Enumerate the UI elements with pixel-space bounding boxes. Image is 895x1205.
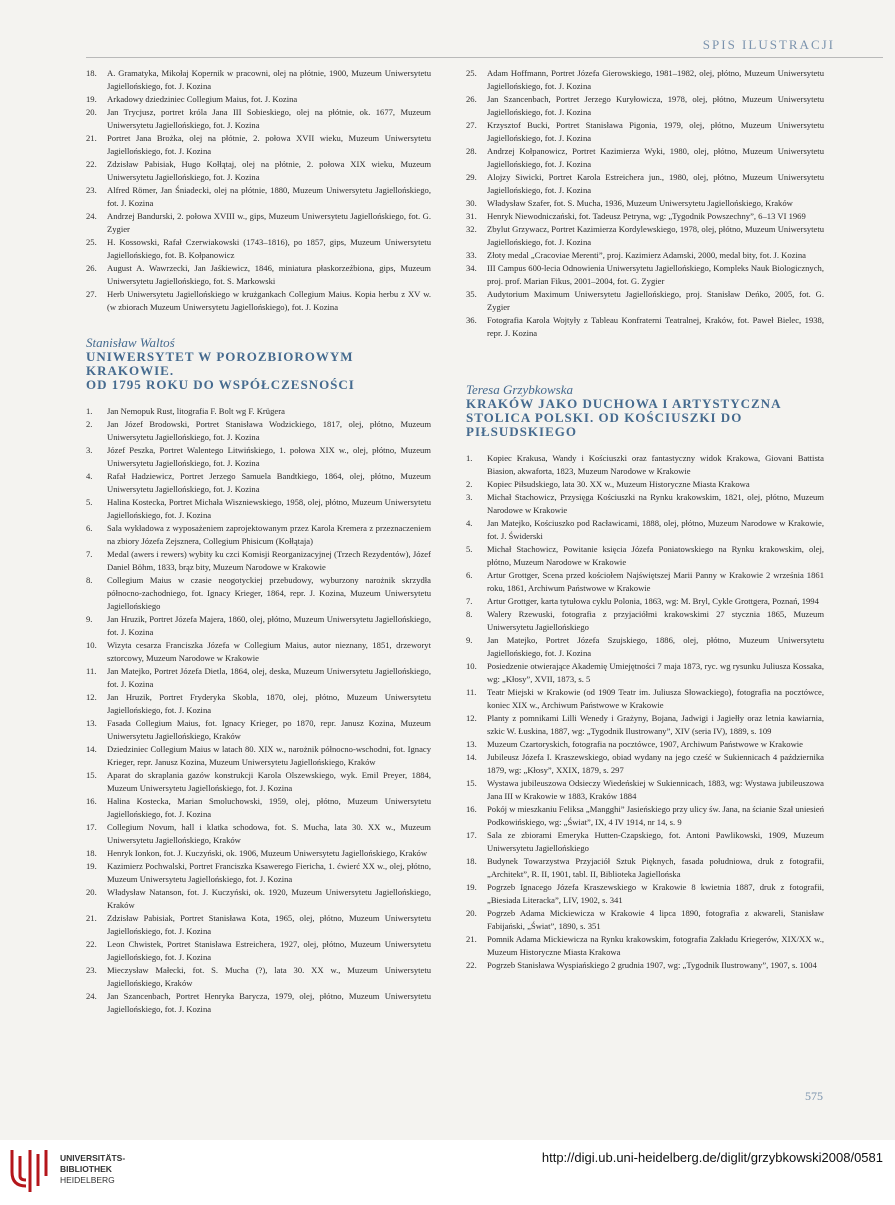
item-number: 10. bbox=[466, 661, 477, 671]
section-title-line: UNIWERSYTET W POROZBIOROWYM KRAKOWIE. bbox=[86, 349, 354, 378]
item-text: Sala wykładowa z wyposażeniem zaprojektowanym przez Karola Kremera z przeznaczeniem na zbiory Józefa Zejsznera, Collegium Phisicum (Kołłątaja) bbox=[107, 523, 431, 546]
list-item bbox=[86, 691, 431, 717]
item-number: 35. bbox=[466, 289, 477, 299]
list-item bbox=[466, 907, 824, 933]
item-text: Kopiec Krakusa, Wandy i Kościuszki oraz fantastyczny widok Krakowa, Giovani Battista Biasion, akwaforta, 1823, Muzeum Narodowe w Krakowie bbox=[487, 453, 824, 476]
item-number: 11. bbox=[466, 687, 477, 697]
item-text: Józef Peszka, Portret Walentego Litwińskiego, 1. połowa XIX w., olej, płótno, Muzeum Uniwersytetu Jagiellońskiego, fot. J. Kozina bbox=[107, 445, 431, 468]
item-number: 18. bbox=[86, 848, 97, 858]
list-item bbox=[86, 470, 431, 496]
item-number: 16. bbox=[86, 796, 97, 806]
list-item bbox=[466, 288, 824, 314]
item-number: 19. bbox=[86, 861, 97, 871]
item-text: Krzysztof Bucki, Portret Stanisława Pigonia, 1979, olej, płótno, Muzeum Uniwersytetu Jagiellońskiego, fot. J. Kozina bbox=[487, 120, 824, 143]
list-item bbox=[86, 184, 431, 210]
item-number: 8. bbox=[466, 609, 473, 619]
item-text: Artur Grottger, Scena przed kościołem Najświętszej Marii Panny w Krakowie 2 września 1861 roku, 1861, Archiwum Państwowe w Krakowie bbox=[487, 570, 824, 593]
item-text: Wystawa jubileuszowa Odsieczy Wiedeńskiej w Sukiennicach, 1883, wg: Wystawa jubileuszowa Jana III w Krakowie w 1883, Kraków 1884 bbox=[487, 778, 824, 801]
item-text: Adam Hoffmann, Portret Józefa Gierowskiego, 1981–1982, olej, płótno, Muzeum Uniwersytetu Jagiellońskiego, fot. J. Kozina bbox=[487, 68, 824, 91]
item-text: Jubileusz Józefa I. Kraszewskiego, obiad wydany na jego cześć w Sukiennicach 4 października 1879, wg: „Kłosy”, XXIX, 1879, s. 297 bbox=[487, 752, 824, 775]
item-number: 3. bbox=[466, 492, 473, 502]
item-text: Pokój w mieszkaniu Feliksa „Mangghi” Jasieńskiego przy ulicy św. Jana, na ścianie Szał uniesień Podkowińskiego, wg: „Świat”, IX, 4 IV 1914, nr 14, s. 9 bbox=[487, 804, 824, 827]
list-item bbox=[86, 665, 431, 691]
item-text: Posiedzenie otwierające Akademię Umiejętności 7 maja 1873, ryc. wg rysunku Juliusza Kossaka, wg: „Kłosy”, XVII, 1873, s. 5 bbox=[487, 661, 824, 684]
list-item bbox=[86, 613, 431, 639]
item-text: Jan Matejko, Portret Józefa Dietla, 1864, olej, deska, Muzeum Uniwersytetu Jagiellońskiego, fot. J. Kozina bbox=[107, 666, 431, 689]
item-number: 32. bbox=[466, 224, 477, 234]
list-item bbox=[86, 717, 431, 743]
left-list-section bbox=[86, 405, 431, 1016]
item-text: Alfred Römer, Jan Śniadecki, olej na płótnie, 1880, Muzeum Uniwersytetu Jagiellońskiego, fot. J. Kozina bbox=[107, 185, 431, 208]
section-title bbox=[466, 397, 824, 439]
list-item bbox=[86, 548, 431, 574]
item-number: 33. bbox=[466, 250, 477, 260]
list-item bbox=[86, 938, 431, 964]
list-item bbox=[466, 751, 824, 777]
item-number: 9. bbox=[86, 614, 93, 624]
list-item bbox=[466, 171, 824, 197]
list-item bbox=[466, 608, 824, 634]
running-title: SPIS ILUSTRACJI bbox=[702, 37, 835, 52]
list-item bbox=[466, 660, 824, 686]
left-column bbox=[86, 67, 431, 1016]
list-item bbox=[466, 777, 824, 803]
item-text: Wizyta cesarza Franciszka Józefa w Collegium Maius, autor nieznany, 1851, drzeworyt sztorcowy, Muzeum Narodowe w Krakowie bbox=[107, 640, 431, 663]
item-number: 20. bbox=[466, 908, 477, 918]
item-text: Rafał Hadziewicz, Portret Jerzego Samuela Bandtkiego, 1864, olej, płótno, Muzeum Uniwersytetu Jagiellońskiego, fot. J. Kozina bbox=[107, 471, 431, 494]
list-item bbox=[466, 517, 824, 543]
item-number: 30. bbox=[466, 198, 477, 208]
list-item bbox=[466, 145, 824, 171]
item-number: 25. bbox=[466, 68, 477, 78]
item-number: 17. bbox=[466, 830, 477, 840]
list-item bbox=[466, 933, 824, 959]
list-item bbox=[86, 262, 431, 288]
list-item bbox=[86, 821, 431, 847]
list-item bbox=[86, 444, 431, 470]
item-text: Jan Trycjusz, portret króla Jana III Sobieskiego, olej na płótnie, ok. 1677, Muzeum Uniwersytetu Jagiellońskiego, fot. J. Kozina bbox=[107, 107, 431, 130]
item-number: 23. bbox=[86, 965, 97, 975]
list-item bbox=[466, 569, 824, 595]
list-item bbox=[86, 990, 431, 1016]
item-text: Pogrzeb Adama Mickiewicza w Krakowie 4 lipca 1890, fotografia z akwareli, Stanisław Fabijański, „Świat”, 1890, s. 351 bbox=[487, 908, 824, 931]
item-number: 21. bbox=[86, 913, 97, 923]
item-number: 8. bbox=[86, 575, 93, 585]
item-text: Dziedziniec Collegium Maius w latach 80. XIX w., narożnik północno-wschodni, fot. Ignacy Krieger, repr. Janusz Kozina, Muzeum Uniwersytetu Jagiellońskiego, Kraków bbox=[107, 744, 431, 767]
item-text: Henryk Niewodniczański, fot. Tadeusz Petryna, wg: „Tygodnik Powszechny”, 6–13 VI 1969 bbox=[487, 211, 806, 221]
right-column bbox=[466, 67, 824, 972]
item-number: 20. bbox=[86, 887, 97, 897]
item-text: Medal (awers i rewers) wybity ku czci Komisji Reorganizacyjnej (Trzech Rezydentów), Józef Daniel Böhm, 1833, brąz bity, Muzeum Narodowe w Krakowie bbox=[107, 549, 431, 572]
list-item bbox=[466, 829, 824, 855]
item-text: Pomnik Adama Mickiewicza na Rynku krakowskim, fotografia Zakładu Kriegerów, XIX/XX w., Muzeum Historyczne Miasta Krakowa bbox=[487, 934, 824, 957]
item-text: Jan Nemopuk Rust, litografia F. Bolt wg F. Krügera bbox=[107, 406, 285, 416]
list-item bbox=[466, 959, 824, 972]
item-number: 25. bbox=[86, 237, 97, 247]
item-text: Teatr Miejski w Krakowie (od 1909 Teatr im. Juliusza Słowackiego), fotografia na pocztówce, koniec XIX w., Archiwum Państwowe w Krakowie bbox=[487, 687, 824, 710]
item-text: Jan Hruzik, Portret Józefa Majera, 1860, olej, płótno, Muzeum Uniwersytetu Jagiellońskiego, fot. J. Kozina bbox=[107, 614, 431, 637]
item-number: 27. bbox=[86, 289, 97, 299]
item-number: 2. bbox=[466, 479, 473, 489]
item-number: 28. bbox=[466, 146, 477, 156]
item-text: H. Kossowski, Rafał Czerwiakowski (1743–1816), po 1857, gips, Muzeum Uniwersytetu Jagiellońskiego, fot. B. Kołpanowicz bbox=[107, 237, 431, 260]
item-number: 10. bbox=[86, 640, 97, 650]
item-number: 17. bbox=[86, 822, 97, 832]
list-item bbox=[466, 67, 824, 93]
library-name bbox=[60, 1153, 125, 1186]
item-text: Jan Matejko, Portret Józefa Szujskiego, 1886, olej, płótno, Muzeum Uniwersytetu Jagiellońskiego, fot. J. Kozina bbox=[487, 635, 824, 658]
item-number: 9. bbox=[466, 635, 473, 645]
item-number: 24. bbox=[86, 211, 97, 221]
page-number: 575 bbox=[805, 1089, 823, 1103]
library-name-line: BIBLIOTHEK bbox=[60, 1164, 112, 1174]
list-item bbox=[466, 712, 824, 738]
item-text: Mieczysław Małecki, fot. S. Mucha (?), lata 30. XX w., Muzeum Uniwersytetu Jagiellońskiego, Kraków bbox=[107, 965, 431, 988]
item-text: Kazimierz Pochwalski, Portret Franciszka Ksawerego Fiericha, 1. ćwierć XX w., olej, płótno, Muzeum Uniwersytetu Jagiellońskiego, fot. J. Kozina bbox=[107, 861, 431, 884]
library-logo-icon[interactable] bbox=[8, 1146, 52, 1201]
item-number: 4. bbox=[86, 471, 93, 481]
item-number: 13. bbox=[466, 739, 477, 749]
item-text: Sala ze zbiorami Emeryka Hutten-Czapskiego, fot. Antoni Pawlikowski, 1909, Muzeum Uniwersytetu Jagiellońskiego bbox=[487, 830, 824, 853]
list-item bbox=[466, 249, 824, 262]
list-item bbox=[86, 67, 431, 93]
item-number: 23. bbox=[86, 185, 97, 195]
item-number: 2. bbox=[86, 419, 93, 429]
item-text: Budynek Towarzystwa Przyjaciół Sztuk Pięknych, fasada południowa, druk z fotografii, „Architekt”, R. II, 1901, tabl. II, Biblioteka Jagiellońska bbox=[487, 856, 824, 879]
library-name-line: HEIDELBERG bbox=[60, 1175, 115, 1185]
item-text: Władysław Natanson, fot. J. Kuczyński, ok. 1920, Muzeum Uniwersytetu Jagiellońskiego, Kraków bbox=[107, 887, 431, 910]
item-text: Jan Szancenbach, Portret Henryka Barycza, 1979, olej, płótno, Muzeum Uniwersytetu Jagiellońskiego, fot. J. Kozina bbox=[107, 991, 431, 1014]
list-item bbox=[466, 543, 824, 569]
item-number: 18. bbox=[86, 68, 97, 78]
item-text: Muzeum Czartoryskich, fotografia na pocztówce, 1907, Archiwum Państwowe w Krakowie bbox=[487, 739, 803, 749]
item-number: 22. bbox=[466, 960, 477, 970]
list-item bbox=[466, 491, 824, 517]
left-list-continued bbox=[86, 67, 431, 314]
list-item bbox=[466, 262, 824, 288]
item-text: Zdzisław Pabisiak, Portret Stanisława Kota, 1965, olej, płótno, Muzeum Uniwersytetu Jagiellońskiego, fot. J. Kozina bbox=[107, 913, 431, 936]
list-item bbox=[466, 686, 824, 712]
list-item bbox=[466, 119, 824, 145]
item-text: Arkadowy dziedziniec Collegium Maius, fot. J. Kozina bbox=[107, 94, 298, 104]
item-number: 34. bbox=[466, 263, 477, 273]
item-number: 5. bbox=[86, 497, 93, 507]
list-item bbox=[86, 912, 431, 938]
item-number: 11. bbox=[86, 666, 97, 676]
item-text: Jan Szancenbach, Portret Jerzego Kuryłowicza, 1978, olej, płótno, Muzeum Uniwersytetu Jagiellońskiego, fot. J. Kozina bbox=[487, 94, 824, 117]
item-text: Alojzy Siwicki, Portret Karola Estreichera jun., 1980, olej, płótno, Muzeum Uniwersytetu Jagiellońskiego, fot. J. Kozina bbox=[487, 172, 824, 195]
item-number: 1. bbox=[86, 406, 93, 416]
item-text: Jan Matejko, Kościuszko pod Racławicami, 1888, olej, płótno, Muzeum Narodowe w Krakowie, fot. J. Świderski bbox=[487, 518, 824, 541]
item-text: Złoty medal „Cracoviae Merenti”, proj. Kazimierz Adamski, 2000, medal bity, fot. J. Kozina bbox=[487, 250, 806, 260]
item-number: 36. bbox=[466, 315, 477, 325]
list-item bbox=[466, 314, 824, 340]
right-list-section bbox=[466, 452, 824, 972]
item-number: 20. bbox=[86, 107, 97, 117]
right-list-continued bbox=[466, 67, 824, 340]
list-item bbox=[86, 405, 431, 418]
item-text: Zdzisław Pabisiak, Hugo Kołłątaj, olej na płótnie, 2. połowa XIX wieku, Muzeum Uniwersytetu Jagiellońskiego, fot. J. Kozina bbox=[107, 159, 431, 182]
section-author: Teresa Grzybkowska bbox=[466, 382, 574, 397]
section-title bbox=[86, 350, 431, 392]
list-item bbox=[466, 223, 824, 249]
item-number: 3. bbox=[86, 445, 93, 455]
list-item bbox=[86, 886, 431, 912]
list-item bbox=[466, 197, 824, 210]
list-item bbox=[466, 210, 824, 223]
source-url-link[interactable]: http://digi.ub.uni-heidelberg.de/diglit/grzybkowski2008/0581 bbox=[541, 1150, 883, 1165]
item-number: 7. bbox=[466, 596, 473, 606]
item-text: A. Gramatyka, Mikołaj Kopernik w pracowni, olej na płótnie, 1900, Muzeum Uniwersytetu Jagiellońskiego, fot. J. Kozina bbox=[107, 68, 431, 91]
item-text: Artur Grottger, karta tytułowa cyklu Polonia, 1863, wg: M. Bryl, Cykle Grottgera, Poznań, 1994 bbox=[487, 596, 819, 606]
item-text: Jan Józef Brodowski, Portret Stanisława Wodzickiego, 1817, olej, płótno, Muzeum Uniwersytetu Jagiellońskiego, fot. J. Kozina bbox=[107, 419, 431, 442]
item-number: 14. bbox=[86, 744, 97, 754]
list-item bbox=[86, 743, 431, 769]
item-text: Zbylut Grzywacz, Portret Kazimierza Kordylewskiego, 1978, olej, płótno, Muzeum Uniwersytetu Jagiellońskiego, fot. J. Kozina bbox=[487, 224, 824, 247]
item-text: Halina Kostecka, Marian Smoluchowski, 1959, olej, płótno, Muzeum Uniwersytetu Jagiellońskiego, fot. J. Kozina bbox=[107, 796, 431, 819]
item-number: 1. bbox=[466, 453, 473, 463]
item-number: 14. bbox=[466, 752, 477, 762]
item-number: 15. bbox=[86, 770, 97, 780]
item-number: 27. bbox=[466, 120, 477, 130]
item-number: 12. bbox=[86, 692, 97, 702]
list-item bbox=[86, 106, 431, 132]
item-text: Fotografia Karola Wojtyły z Tableau Konfraterni Teatralnej, Kraków, fot. Paweł Bielec, 1938, repr. J. Kozina bbox=[487, 315, 824, 338]
item-number: 15. bbox=[466, 778, 477, 788]
item-number: 5. bbox=[466, 544, 473, 554]
list-item bbox=[86, 639, 431, 665]
list-item bbox=[86, 769, 431, 795]
item-text: Leon Chwistek, Portret Stanisława Estreichera, 1927, olej, płótno, Muzeum Uniwersytetu Jagiellońskiego, fot. J. Kozina bbox=[107, 939, 431, 962]
list-item bbox=[466, 478, 824, 491]
item-number: 22. bbox=[86, 939, 97, 949]
item-text: Herb Uniwersytetu Jagiellońskiego w krużgankach Collegium Maius. Kopia herbu z XV w. (w zbiorach Muzeum Uniwersytetu Jagiellońskiego), fot. J. Kozina bbox=[107, 289, 431, 312]
item-number: 19. bbox=[466, 882, 477, 892]
list-item bbox=[86, 860, 431, 886]
library-name-line: UNIVERSITÄTS- bbox=[60, 1153, 126, 1163]
item-number: 7. bbox=[86, 549, 93, 559]
list-item bbox=[466, 881, 824, 907]
section-title-line: OD 1795 ROKU DO WSPÓŁCZESNOŚCI bbox=[86, 377, 355, 392]
item-text: August A. Wawrzecki, Jan Jaśkiewicz, 1846, miniatura płaskorzeźbiona, gips, Muzeum Uniwersytetu Jagiellońskiego, fot. S. Markowski bbox=[107, 263, 431, 286]
item-text: Michał Stachowicz, Powitanie księcia Józefa Poniatowskiego na Rynku krakowskim, olej, płótno, Muzeum Narodowe w Krakowie bbox=[487, 544, 824, 567]
item-number: 12. bbox=[466, 713, 477, 723]
list-item bbox=[466, 738, 824, 751]
item-text: Henryk Ionkon, fot. J. Kuczyński, ok. 1906, Muzeum Uniwersytetu Jagiellońskiego, Kraków bbox=[107, 848, 428, 858]
list-item bbox=[86, 795, 431, 821]
section-title-line: STOLICA POLSKI. OD KOŚCIUSZKI DO PIŁSUDSKIEGO bbox=[466, 410, 743, 439]
list-item bbox=[466, 93, 824, 119]
list-item bbox=[466, 803, 824, 829]
item-text: Kopiec Piłsudskiego, lata 30. XX w., Muzeum Historyczne Miasta Krakowa bbox=[487, 479, 750, 489]
item-text: III Campus 600-lecia Odnowienia Uniwersytetu Jagiellońskiego, Kompleks Nauk Biologicznych, proj. prof. Marian Fikus, 2001–2004, fot. G. Zygier bbox=[487, 263, 824, 286]
item-text: Jan Hruzik, Portret Fryderyka Skobla, 1870, olej, płótno, Muzeum Uniwersytetu Jagiellońskiego, fot. J. Kozina bbox=[107, 692, 431, 715]
list-item bbox=[86, 236, 431, 262]
item-number: 19. bbox=[86, 94, 97, 104]
item-number: 21. bbox=[86, 133, 97, 143]
list-item bbox=[86, 158, 431, 184]
item-text: Collegium Novum, hall i klatka schodowa, fot. S. Mucha, lata 30. XX w., Muzeum Uniwersytetu Jagiellońskiego, Kraków bbox=[107, 822, 431, 845]
item-text: Portret Jana Brożka, olej na płótnie, 2. połowa XVII wieku, Muzeum Uniwersytetu Jagiellońskiego, fot. J. Kozina bbox=[107, 133, 431, 156]
item-text: Andrzej Kołpanowicz, Portret Kazimierza Wyki, 1980, olej, płótno, Muzeum Uniwersytetu Jagiellońskiego, fot. J. Kozina bbox=[487, 146, 824, 169]
item-number: 16. bbox=[466, 804, 477, 814]
item-text: Pogrzeb Stanisława Wyspiańskiego 2 grudnia 1907, wg: „Tygodnik Ilustrowany”, 1907, s. 1004 bbox=[487, 960, 817, 970]
item-text: Michał Stachowicz, Przysięga Kościuszki na Rynku krakowskim, 1821, olej, płótno, Muzeum Narodowe w Krakowie bbox=[487, 492, 824, 515]
item-number: 22. bbox=[86, 159, 97, 169]
item-number: 18. bbox=[466, 856, 477, 866]
list-item bbox=[86, 418, 431, 444]
item-text: Pogrzeb Ignacego Józefa Kraszewskiego w Krakowie 8 kwietnia 1887, druk z fotografii, „Biesiada Literacka”, LIV, 1902, s. 341 bbox=[487, 882, 824, 905]
section-title-line: KRAKÓW JAKO DUCHOWA I ARTYSTYCZNA bbox=[466, 396, 782, 411]
list-item bbox=[86, 522, 431, 548]
item-text: Collegium Maius w czasie neogotyckiej przebudowy, wyburzony narożnik skrzydła północno-zachodniego, fot. Ignacy Krieger, 1864, repr. J. Kozina, Muzeum Uniwersytetu Jagiellońskiego bbox=[107, 575, 431, 611]
item-number: 26. bbox=[86, 263, 97, 273]
list-item bbox=[86, 496, 431, 522]
item-text: Andrzej Bandurski, 2. połowa XVIII w., gips, Muzeum Uniwersytetu Jagiellońskiego, fot. G. Zygier bbox=[107, 211, 431, 234]
list-item bbox=[466, 452, 824, 478]
item-text: Halina Kostecka, Portret Michała Wiszniewskiego, 1958, olej, płótno, Muzeum Uniwersytetu Jagiellońskiego, fot. J. Kozina bbox=[107, 497, 431, 520]
list-item bbox=[86, 847, 431, 860]
item-number: 4. bbox=[466, 518, 473, 528]
item-number: 26. bbox=[466, 94, 477, 104]
list-item bbox=[86, 964, 431, 990]
item-text: Aparat do skraplania gazów konstrukcji Karola Olszewskiego, wyk. Emil Preyer, 1884, Muzeum Uniwersytetu Jagiellońskiego, fot. J. Kozina bbox=[107, 770, 431, 793]
list-item bbox=[86, 132, 431, 158]
item-number: 31. bbox=[466, 211, 477, 221]
item-text: Audytorium Maximum Uniwersytetu Jagiellońskiego, proj. Stanisław Deńko, 2005, fot. G. Zygier bbox=[487, 289, 824, 312]
item-number: 21. bbox=[466, 934, 477, 944]
item-number: 13. bbox=[86, 718, 97, 728]
list-item bbox=[86, 93, 431, 106]
item-number: 24. bbox=[86, 991, 97, 1001]
header-rule bbox=[86, 57, 883, 58]
item-text: Planty z pomnikami Lilli Wenedy i Grażyny, Bojana, Jadwigi i Jagiełły oraz letnia kawiarnia, szkic W. Łuskina, 1887, wg: „Tygodnik Ilustrowany”, XIV (seria IV), 1889, s. 109 bbox=[487, 713, 824, 736]
item-number: 6. bbox=[86, 523, 93, 533]
item-number: 6. bbox=[466, 570, 473, 580]
item-number: 29. bbox=[466, 172, 477, 182]
list-item bbox=[466, 595, 824, 608]
section-author: Stanisław Waltoś bbox=[86, 335, 175, 350]
list-item bbox=[86, 288, 431, 314]
list-item bbox=[466, 634, 824, 660]
item-text: Walery Rzewuski, fotografia z przyjaciółmi krakowskimi 27 stycznia 1865, Muzeum Uniwersytetu Jagiellońskiego bbox=[487, 609, 824, 632]
item-text: Fasada Collegium Maius, fot. Ignacy Krieger, po 1870, repr. Janusz Kozina, Muzeum Uniwersytetu Jagiellońskiego, Kraków bbox=[107, 718, 431, 741]
item-text: Władysław Szafer, fot. S. Mucha, 1936, Muzeum Uniwersytetu Jagiellońskiego, Kraków bbox=[487, 198, 793, 208]
list-item bbox=[86, 210, 431, 236]
list-item bbox=[466, 855, 824, 881]
list-item bbox=[86, 574, 431, 613]
